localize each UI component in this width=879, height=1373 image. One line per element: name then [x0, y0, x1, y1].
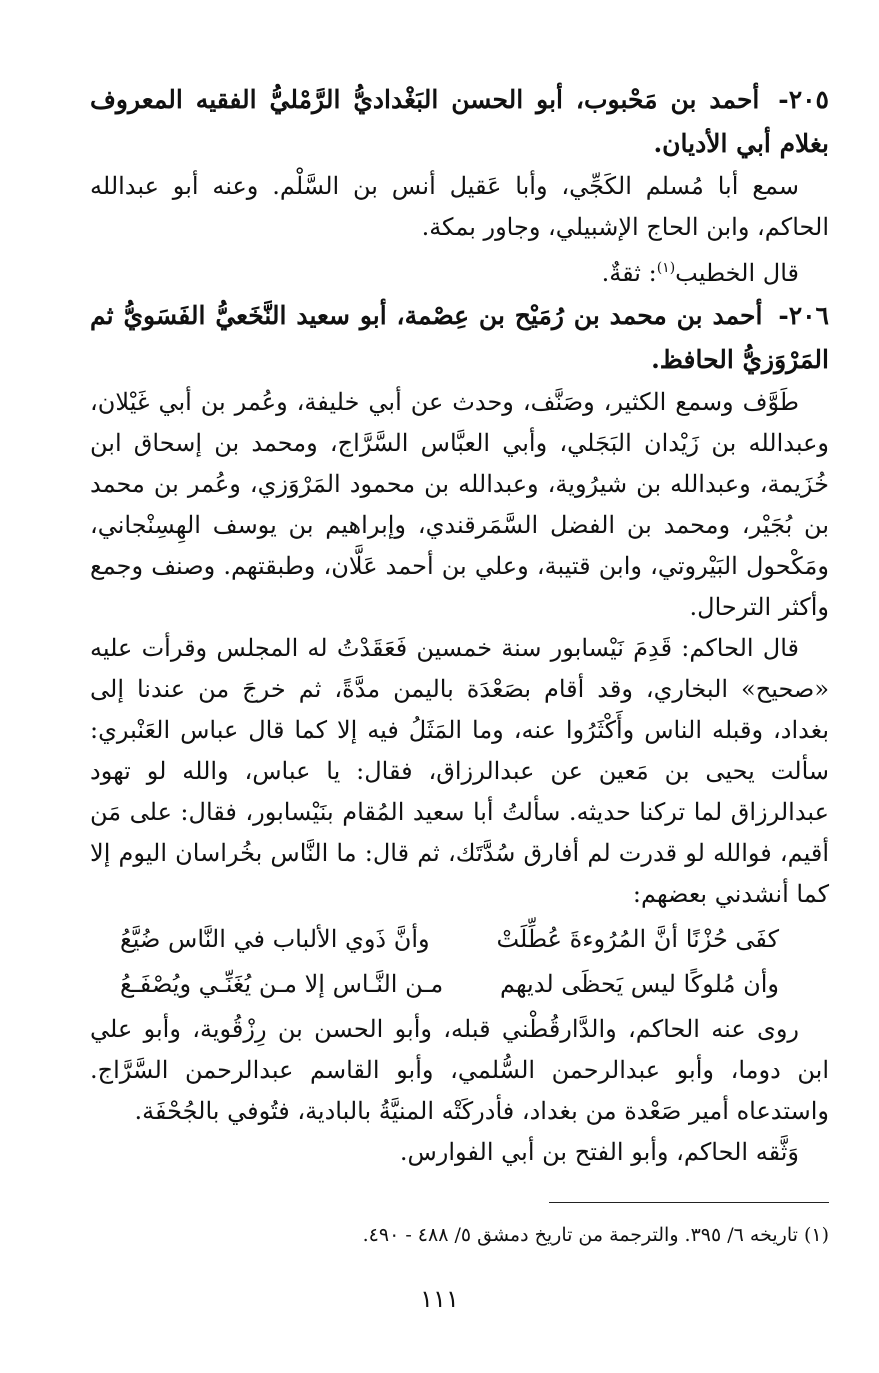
- entry-205-title: أحمد بن مَحْبوب، أبو الحسن البَغْداديُّ الرَّمْليُّ الفقيه المعروف بغلام أبي الأديان.: [90, 85, 829, 158]
- entry-205-khatib: [90, 248, 829, 294]
- verse-line-1: [90, 919, 829, 960]
- entry-206-number: ٢٠٦-: [778, 301, 829, 330]
- verse-1-first-hemistich: كفَى حُزْنًا أنَّ المُرُوءةَ عُطِّلَتْ: [496, 925, 779, 953]
- footnote-divider: [549, 1202, 829, 1203]
- verse-1-second-hemistich: وأنَّ ذَوي الألباب في النَّاس ضُيَّعُ: [120, 925, 430, 953]
- page-number: ١١١: [420, 1285, 459, 1313]
- verse-2-first-hemistich: وأن مُلوكًا ليس يَحظَى لديهم: [500, 970, 779, 998]
- entry-205-body: سمع أبا مُسلم الكَجِّي، وأبا عَقيل أنس بن السَّلْم. وعنه أبو عبدالله الحاكم، وابن الحاج الإشبيلي، وجاور بمكة.: [90, 172, 829, 241]
- entry-206-paragraph-1: طَوَّف وسمع الكثير، وصَنَّف، وحدث عن أبي خليفة، وعُمر بن أبي غَيْلان، وعبدالله بن زَيْدان البَجَلي، وأبي العبَّاس السَّرَّاج، ومحمد بن إسحاق ابن خُزَيمة، وعبدالله بن شيرُوية، وعبدالله بن محمود المَرْوَزي، وعُمر بن محمد بن بُجَيْر، ومحمد بن الفضل السَّمَرقندي، وإبراهيم بن يوسف الهِسِنْجاني، ومَكْحول البَيْروتي، وابن قتيبة، وعلي بن أحمد عَلَّان، وطبقتهم. وصنف وجمع وأكثر الترحال.: [90, 388, 829, 621]
- entry-206-title: أحمد بن محمد بن رُمَيْح بن عِصْمة، أبو سعيد النَّخَعيُّ الفَسَويُّ ثم المَرْوَزيُّ الحافظ.: [90, 301, 829, 374]
- verse-line-2: [90, 964, 829, 1005]
- entry-205-heading: [90, 78, 829, 166]
- entry-206-paragraph-3: روى عنه الحاكم، والدَّارقُطْني قبله، وأبو الحسن بن رِزْقُوية، وأبو علي ابن دوما، وأبو عبدالرحمن السُّلمي، وأبو القاسم عبدالرحمن السَّرَّاج. واستدعاه أمير صَعْدة من بغداد، فأدركَتْه المنيَّةُ بالبادية، فتُوفي بالجُحْفَة.: [90, 1015, 829, 1125]
- khatib-verdict: : ثقةٌ.: [601, 259, 657, 287]
- khatib-text: قال الخطيب: [675, 259, 799, 287]
- entry-206-paragraph-2: قال الحاكم: قَدِمَ نَيْسابور سنة خمسين فَعَقَدْتُ له المجلس وقرأت عليه «صحيح» البخاري، وقد أقام بصَعْدَة باليمن مدَّةً، ثم خرجَ من عندنا إلى بغداد، وقبله الناس وأَكْثَرُوا عنه، وما المَثَلُ فيه إلا كما قال عباس العَنْبري: سألت يحيى بن مَعين عن عبدالرزاق، فقال: يا عباس، والله لو تهود عبدالرزاق لما تركنا حديثه. سألتُ أبا سعيد المُقام بنَيْسابور، فقال: على مَن أقيم، فوالله لو قدرت لم أفارق سُدَّتَك، ثم قال: ما النَّاس بخُراسان اليوم إلا كما أنشدني بعضهم:: [90, 634, 830, 908]
- footnote: (١) تاريخه ٦/ ٣٩٥. والترجمة من تاريخ دمشق ٥/ ٤٨٨ - ٤٩٠.: [362, 1224, 829, 1246]
- entry-206-heading: [90, 294, 829, 382]
- footnote-ref[interactable]: (١): [656, 260, 676, 276]
- main-text: [90, 78, 829, 1173]
- entry-205-number: ٢٠٥-: [778, 85, 829, 114]
- verse-2-second-hemistich: مـن النَّـاس إلا مـن يُغَنِّـي ويُصْفَـعُ: [120, 970, 444, 998]
- entry-206-paragraph-4: وَثَّقه الحاكم، وأبو الفتح بن أبي الفوارس.: [399, 1138, 799, 1166]
